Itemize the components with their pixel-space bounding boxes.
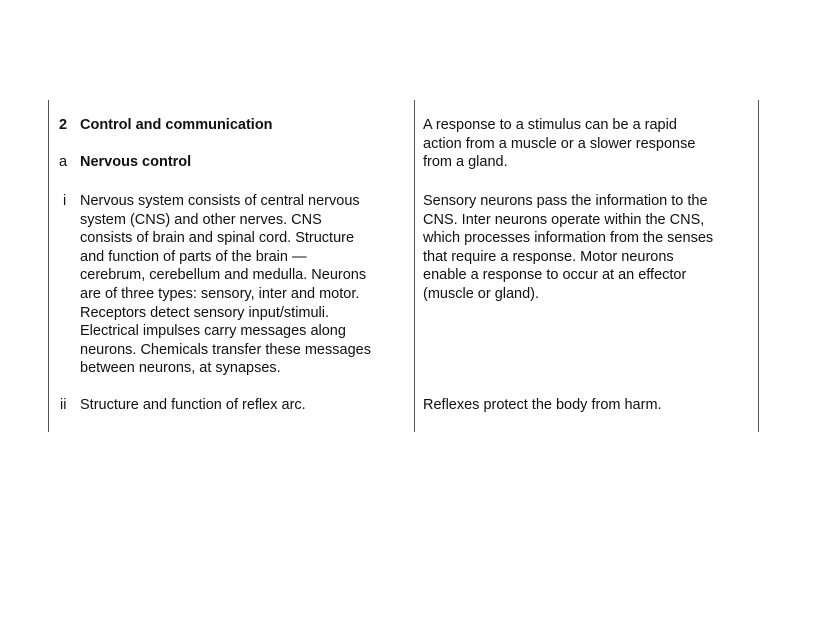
subsection-title: Nervous control [80,154,192,170]
item-content-right: Sensory neurons pass the information to the CNS. Inter neurons operate within the CNS, which processes information from the senses that require a response. Motor neurons enable a response to occur at an effector (muscle or gland). [423,193,714,302]
section-number: 2 [59,117,68,133]
item-content-left: Structure and function of reflex arc. [80,397,306,413]
subsection-letter: a [59,154,68,170]
item-content-right: Reflexes protect the body from harm. [423,397,662,413]
item-numeral: i [63,193,67,209]
table-left-border [48,100,49,432]
item-content-left: Nervous system consists of central nervous system (CNS) and other nerves. CNS consists of brain and spinal cord. Structure and function of parts of the brain — cerebrum, cerebellum and medulla. Neurons are of three types: sensory, inter and motor. Receptors detect sensory input/stimuli. Electrical impulses carry messages along neurons. Chemicals transfer these messages between neurons, at synapses. [80,193,371,377]
table-column-divider [414,100,415,432]
item-numeral: ii [60,397,67,413]
section-title: Control and communication [80,117,273,133]
intro-content-right: A response to a stimulus can be a rapid action from a muscle or a slower response from a gland. [423,117,696,171]
table-right-border [758,100,759,432]
